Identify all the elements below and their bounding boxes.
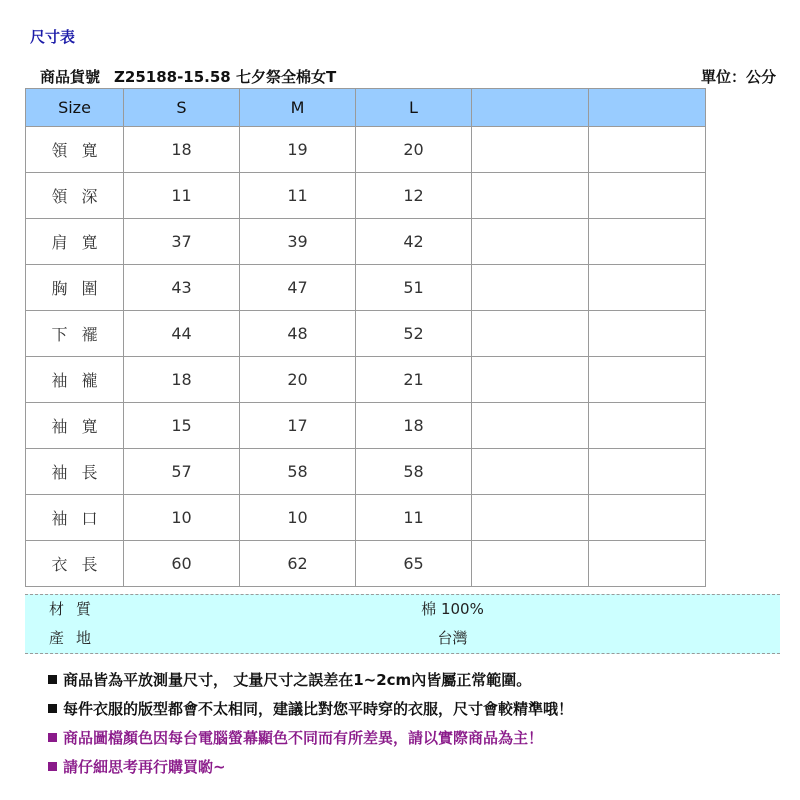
note-item: 商品圖檔顏色因每台電腦螢幕顯色不同而有所差異，請以實際商品為主！	[48, 724, 573, 753]
note-item: 請仔細思考再行購買喲~	[48, 753, 573, 782]
product-line	[40, 66, 336, 87]
table-cell	[589, 219, 706, 265]
table-cell: 18	[124, 357, 240, 403]
note-item: 商品皆為平放測量尺寸， 丈量尺寸之誤差在1~2cm內皆屬正常範圍。	[48, 666, 573, 695]
table-row	[26, 127, 706, 173]
table-cell	[472, 403, 589, 449]
table-cell: 43	[124, 265, 240, 311]
table-cell: 17	[240, 403, 356, 449]
table-cell: 11	[240, 173, 356, 219]
square-bullet-icon	[48, 733, 57, 742]
table-cell	[589, 495, 706, 541]
origin-row	[25, 624, 780, 653]
table-row	[26, 357, 706, 403]
table-cell	[589, 311, 706, 357]
row-label: 袖口	[26, 495, 124, 541]
row-label: 袖寬	[26, 403, 124, 449]
header-empty-1	[472, 89, 589, 127]
table-cell	[472, 357, 589, 403]
table-cell: 52	[356, 311, 472, 357]
header-m: M	[240, 89, 356, 127]
table-cell: 19	[240, 127, 356, 173]
table-row	[26, 173, 706, 219]
row-label: 下襬	[26, 311, 124, 357]
table-cell: 58	[356, 449, 472, 495]
origin-value: 台灣	[437, 629, 468, 647]
table-cell	[472, 541, 589, 587]
table-cell: 57	[124, 449, 240, 495]
material-label: 材質	[49, 600, 104, 618]
size-table	[25, 88, 706, 587]
row-label: 胸圍	[26, 265, 124, 311]
header-l: L	[356, 89, 472, 127]
table-cell	[589, 173, 706, 219]
row-label: 肩寬	[26, 219, 124, 265]
table-cell	[589, 541, 706, 587]
product-code: Z25188-15.58 七夕祭全棉女T	[114, 68, 337, 86]
table-cell	[589, 403, 706, 449]
table-cell	[589, 127, 706, 173]
header-s: S	[124, 89, 240, 127]
table-row	[26, 311, 706, 357]
table-cell: 39	[240, 219, 356, 265]
table-cell: 60	[124, 541, 240, 587]
header-size: Size	[26, 89, 124, 127]
material-section	[25, 594, 780, 654]
size-header-row	[26, 89, 706, 127]
product-code-label: 商品貨號	[40, 68, 101, 86]
table-cell: 58	[240, 449, 356, 495]
table-cell: 11	[356, 495, 472, 541]
table-cell	[589, 449, 706, 495]
table-row	[26, 495, 706, 541]
table-cell	[589, 265, 706, 311]
row-label: 衣長	[26, 541, 124, 587]
table-row	[26, 265, 706, 311]
table-cell: 10	[124, 495, 240, 541]
table-row	[26, 541, 706, 587]
row-label: 袖襱	[26, 357, 124, 403]
unit-label: 單位：公分	[700, 68, 776, 86]
square-bullet-icon	[48, 704, 57, 713]
notes-list	[48, 666, 573, 782]
table-cell: 18	[124, 127, 240, 173]
table-cell: 12	[356, 173, 472, 219]
table-cell: 21	[356, 357, 472, 403]
material-row	[25, 595, 780, 624]
row-label: 袖長	[26, 449, 124, 495]
table-cell: 44	[124, 311, 240, 357]
table-cell	[472, 173, 589, 219]
table-row	[26, 403, 706, 449]
table-cell: 20	[240, 357, 356, 403]
row-label: 領深	[26, 173, 124, 219]
header-empty-2	[589, 89, 706, 127]
material-value: 棉 100%	[421, 600, 484, 618]
table-cell: 62	[240, 541, 356, 587]
table-cell: 11	[124, 173, 240, 219]
square-bullet-icon	[48, 762, 57, 771]
row-label: 領寬	[26, 127, 124, 173]
table-cell	[472, 127, 589, 173]
table-cell: 48	[240, 311, 356, 357]
table-cell: 15	[124, 403, 240, 449]
table-cell	[472, 495, 589, 541]
table-cell	[472, 311, 589, 357]
table-cell: 10	[240, 495, 356, 541]
table-cell: 42	[356, 219, 472, 265]
table-cell: 47	[240, 265, 356, 311]
square-bullet-icon	[48, 675, 57, 684]
table-row	[26, 449, 706, 495]
table-cell: 37	[124, 219, 240, 265]
table-row	[26, 219, 706, 265]
table-cell: 65	[356, 541, 472, 587]
note-item: 每件衣服的版型都會不太相同，建議比對您平時穿的衣服，尺寸會較精準哦！	[48, 695, 573, 724]
table-cell: 51	[356, 265, 472, 311]
table-cell: 20	[356, 127, 472, 173]
table-cell: 18	[356, 403, 472, 449]
table-cell	[472, 449, 589, 495]
origin-label: 產地	[49, 629, 104, 647]
table-cell	[472, 219, 589, 265]
page-title: 尺寸表	[30, 28, 76, 46]
table-cell	[472, 265, 589, 311]
table-cell	[589, 357, 706, 403]
